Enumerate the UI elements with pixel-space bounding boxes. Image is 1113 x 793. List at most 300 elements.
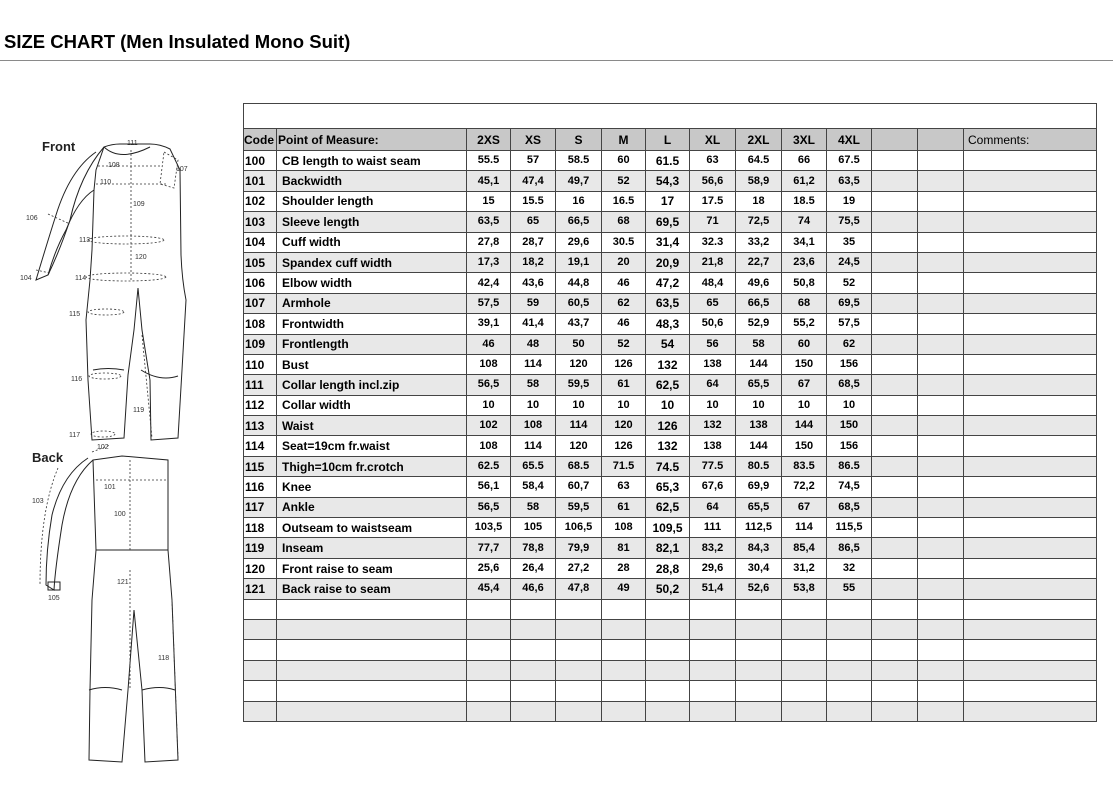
size-value-cell: 68,5 xyxy=(827,497,872,517)
empty-header-cell xyxy=(872,129,918,151)
svg-text:104: 104 xyxy=(20,275,32,282)
row-code: 121 xyxy=(244,579,277,599)
size-value-cell: 34,1 xyxy=(782,232,827,252)
size-value-cell: 82,1 xyxy=(646,538,690,558)
size-value-cell: 18.5 xyxy=(782,191,827,211)
empty-cell xyxy=(467,599,511,619)
title-divider xyxy=(0,60,1113,61)
empty-cell xyxy=(736,640,782,660)
empty-cell xyxy=(602,701,646,721)
empty-cell xyxy=(872,558,918,578)
size-value-cell: 144 xyxy=(782,416,827,436)
svg-text:102: 102 xyxy=(97,444,109,451)
size-value-cell: 83.5 xyxy=(782,456,827,476)
row-point-of-measure: Back raise to seam xyxy=(277,579,467,599)
size-value-cell: 58 xyxy=(511,497,556,517)
size-value-cell: 144 xyxy=(736,436,782,456)
svg-text:106: 106 xyxy=(26,215,38,222)
size-value-cell: 66,5 xyxy=(736,293,782,313)
size-header-xl: XL xyxy=(690,129,736,151)
size-value-cell: 44,8 xyxy=(556,273,602,293)
size-value-cell: 39,1 xyxy=(467,314,511,334)
table-top-band xyxy=(244,104,1097,129)
table-row xyxy=(244,252,1097,272)
row-code: 106 xyxy=(244,273,277,293)
row-point-of-measure: Collar width xyxy=(277,395,467,415)
empty-cell xyxy=(556,660,602,680)
empty-cell xyxy=(918,497,964,517)
size-value-cell: 43,6 xyxy=(511,273,556,293)
empty-cell xyxy=(646,701,690,721)
row-point-of-measure: Backwidth xyxy=(277,171,467,191)
size-value-cell: 77,7 xyxy=(467,538,511,558)
empty-cell xyxy=(918,558,964,578)
comment-cell xyxy=(964,375,1097,395)
empty-cell xyxy=(467,701,511,721)
size-value-cell: 56,5 xyxy=(467,497,511,517)
empty-cell xyxy=(736,619,782,639)
front-label: Front xyxy=(42,139,76,154)
empty-cell xyxy=(872,681,918,701)
comment-cell xyxy=(964,477,1097,497)
row-code: 104 xyxy=(244,232,277,252)
table-row xyxy=(244,212,1097,232)
size-value-cell: 16 xyxy=(556,191,602,211)
table-row xyxy=(244,558,1097,578)
row-code: 103 xyxy=(244,212,277,232)
size-value-cell: 68.5 xyxy=(556,456,602,476)
empty-cell xyxy=(872,171,918,191)
size-value-cell: 52 xyxy=(602,334,646,354)
empty-cell xyxy=(872,579,918,599)
size-header-m: M xyxy=(602,129,646,151)
size-value-cell: 156 xyxy=(827,436,872,456)
row-point-of-measure: Inseam xyxy=(277,538,467,558)
size-header-4xl: 4XL xyxy=(827,129,872,151)
row-code: 111 xyxy=(244,375,277,395)
size-value-cell: 105 xyxy=(511,518,556,538)
empty-cell xyxy=(918,314,964,334)
comment-cell xyxy=(964,538,1097,558)
empty-cell xyxy=(872,660,918,680)
row-point-of-measure: Waist xyxy=(277,416,467,436)
row-code: 118 xyxy=(244,518,277,538)
svg-text:120: 120 xyxy=(135,254,147,261)
size-value-cell: 138 xyxy=(690,354,736,374)
empty-cell xyxy=(736,599,782,619)
garment-measurement-diagram xyxy=(0,130,240,770)
row-point-of-measure: Cuff width xyxy=(277,232,467,252)
table-row xyxy=(244,191,1097,211)
size-value-cell: 19,1 xyxy=(556,252,602,272)
row-point-of-measure: Armhole xyxy=(277,293,467,313)
empty-cell xyxy=(277,619,467,639)
size-value-cell: 68 xyxy=(782,293,827,313)
row-code: 119 xyxy=(244,538,277,558)
row-code: 113 xyxy=(244,416,277,436)
comment-cell xyxy=(964,436,1097,456)
empty-cell xyxy=(964,681,1097,701)
size-value-cell: 75,5 xyxy=(827,212,872,232)
empty-cell xyxy=(918,273,964,293)
empty-cell xyxy=(918,619,964,639)
empty-cell xyxy=(782,681,827,701)
size-value-cell: 69,9 xyxy=(736,477,782,497)
empty-cell xyxy=(918,151,964,171)
size-value-cell: 43,7 xyxy=(556,314,602,334)
size-value-cell: 56,6 xyxy=(690,171,736,191)
size-value-cell: 60,7 xyxy=(556,477,602,497)
empty-cell xyxy=(556,640,602,660)
comments-header: Comments: xyxy=(964,129,1097,151)
empty-cell xyxy=(602,681,646,701)
empty-cell xyxy=(872,252,918,272)
size-value-cell: 46 xyxy=(467,334,511,354)
comment-cell xyxy=(964,497,1097,517)
size-chart-table xyxy=(243,103,1097,722)
row-code: 109 xyxy=(244,334,277,354)
size-value-cell: 42,4 xyxy=(467,273,511,293)
empty-cell xyxy=(602,619,646,639)
size-value-cell: 86,5 xyxy=(827,538,872,558)
size-value-cell: 67.5 xyxy=(827,151,872,171)
size-value-cell: 55.5 xyxy=(467,151,511,171)
size-value-cell: 114 xyxy=(511,354,556,374)
size-value-cell: 59,5 xyxy=(556,375,602,395)
empty-cell xyxy=(244,660,277,680)
row-point-of-measure: Outseam to waistseam xyxy=(277,518,467,538)
empty-cell xyxy=(511,701,556,721)
size-value-cell: 10 xyxy=(827,395,872,415)
size-value-cell: 54,3 xyxy=(646,171,690,191)
table-row-empty xyxy=(244,681,1097,701)
empty-cell xyxy=(872,497,918,517)
row-code: 108 xyxy=(244,314,277,334)
size-value-cell: 50,6 xyxy=(690,314,736,334)
row-point-of-measure: Seat=19cm fr.waist xyxy=(277,436,467,456)
size-value-cell: 17.5 xyxy=(690,191,736,211)
size-value-cell: 83,2 xyxy=(690,538,736,558)
back-measure-lines xyxy=(40,445,178,758)
empty-cell xyxy=(918,436,964,456)
row-code: 100 xyxy=(244,151,277,171)
size-value-cell: 64 xyxy=(690,497,736,517)
size-value-cell: 65 xyxy=(690,293,736,313)
empty-cell xyxy=(918,538,964,558)
size-value-cell: 114 xyxy=(511,436,556,456)
size-value-cell: 64 xyxy=(690,375,736,395)
comment-cell xyxy=(964,518,1097,538)
table-row xyxy=(244,273,1097,293)
size-value-cell: 120 xyxy=(556,354,602,374)
empty-cell xyxy=(872,212,918,232)
size-value-cell: 10 xyxy=(782,395,827,415)
empty-cell xyxy=(736,701,782,721)
size-value-cell: 45,4 xyxy=(467,579,511,599)
table-row xyxy=(244,151,1097,171)
size-value-cell: 62,5 xyxy=(646,497,690,517)
size-value-cell: 85,4 xyxy=(782,538,827,558)
svg-text:103: 103 xyxy=(32,498,44,505)
size-value-cell: 17 xyxy=(646,191,690,211)
size-value-cell: 10 xyxy=(556,395,602,415)
row-code: 112 xyxy=(244,395,277,415)
size-header-3xl: 3XL xyxy=(782,129,827,151)
size-value-cell: 79,9 xyxy=(556,538,602,558)
size-value-cell: 61.5 xyxy=(646,151,690,171)
row-code: 116 xyxy=(244,477,277,497)
size-value-cell: 65,3 xyxy=(646,477,690,497)
empty-cell xyxy=(827,599,872,619)
empty-cell xyxy=(872,640,918,660)
empty-cell xyxy=(872,293,918,313)
table-header-row xyxy=(244,129,1097,151)
size-value-cell: 126 xyxy=(602,354,646,374)
size-value-cell: 26,4 xyxy=(511,558,556,578)
table-row xyxy=(244,436,1097,456)
row-code: 110 xyxy=(244,354,277,374)
size-header-2xl: 2XL xyxy=(736,129,782,151)
empty-cell xyxy=(827,681,872,701)
size-value-cell: 64.5 xyxy=(736,151,782,171)
size-value-cell: 62,5 xyxy=(646,375,690,395)
size-value-cell: 58 xyxy=(736,334,782,354)
size-value-cell: 55,2 xyxy=(782,314,827,334)
row-code: 117 xyxy=(244,497,277,517)
size-value-cell: 150 xyxy=(827,416,872,436)
svg-text:115: 115 xyxy=(69,311,81,318)
svg-text:101: 101 xyxy=(104,484,116,491)
comment-cell xyxy=(964,252,1097,272)
table-top-band-cell xyxy=(244,104,1097,129)
size-value-cell: 10 xyxy=(736,395,782,415)
svg-text:109: 109 xyxy=(133,201,145,208)
size-value-cell: 67 xyxy=(782,375,827,395)
size-value-cell: 108 xyxy=(511,416,556,436)
table-row xyxy=(244,477,1097,497)
empty-cell xyxy=(556,701,602,721)
size-value-cell: 48,4 xyxy=(690,273,736,293)
empty-cell xyxy=(872,354,918,374)
empty-cell xyxy=(244,640,277,660)
size-value-cell: 77.5 xyxy=(690,456,736,476)
size-value-cell: 46 xyxy=(602,314,646,334)
size-value-cell: 106,5 xyxy=(556,518,602,538)
size-value-cell: 49 xyxy=(602,579,646,599)
size-value-cell: 102 xyxy=(467,416,511,436)
empty-cell xyxy=(872,518,918,538)
size-value-cell: 103,5 xyxy=(467,518,511,538)
empty-cell xyxy=(827,701,872,721)
size-value-cell: 68,5 xyxy=(827,375,872,395)
empty-cell xyxy=(511,599,556,619)
size-value-cell: 54 xyxy=(646,334,690,354)
size-value-cell: 58.5 xyxy=(556,151,602,171)
size-value-cell: 126 xyxy=(646,416,690,436)
comment-cell xyxy=(964,579,1097,599)
comment-cell xyxy=(964,456,1097,476)
size-value-cell: 21,8 xyxy=(690,252,736,272)
comment-cell xyxy=(964,314,1097,334)
empty-cell xyxy=(646,660,690,680)
size-value-cell: 60 xyxy=(782,334,827,354)
table-row xyxy=(244,293,1097,313)
row-code: 120 xyxy=(244,558,277,578)
size-value-cell: 10 xyxy=(690,395,736,415)
svg-text:118: 118 xyxy=(158,655,170,662)
size-value-cell: 58 xyxy=(511,375,556,395)
svg-text:116: 116 xyxy=(71,376,83,383)
size-value-cell: 71 xyxy=(690,212,736,232)
size-value-cell: 108 xyxy=(467,354,511,374)
size-value-cell: 17,3 xyxy=(467,252,511,272)
table-row-empty xyxy=(244,660,1097,680)
size-value-cell: 48,3 xyxy=(646,314,690,334)
size-value-cell: 61 xyxy=(602,497,646,517)
empty-cell xyxy=(511,660,556,680)
size-value-cell: 31,4 xyxy=(646,232,690,252)
comment-cell xyxy=(964,558,1097,578)
svg-text:107: 107 xyxy=(176,166,188,173)
point-of-measure-header: Point of Measure: xyxy=(277,129,467,151)
size-value-cell: 31,2 xyxy=(782,558,827,578)
size-value-cell: 74,5 xyxy=(827,477,872,497)
empty-cell xyxy=(918,456,964,476)
size-value-cell: 58,4 xyxy=(511,477,556,497)
empty-cell xyxy=(872,232,918,252)
table-row xyxy=(244,334,1097,354)
size-value-cell: 29,6 xyxy=(690,558,736,578)
size-value-cell: 47,2 xyxy=(646,273,690,293)
size-value-cell: 72,2 xyxy=(782,477,827,497)
size-value-cell: 63 xyxy=(602,477,646,497)
size-value-cell: 50,2 xyxy=(646,579,690,599)
size-value-cell: 150 xyxy=(782,436,827,456)
size-value-cell: 55 xyxy=(827,579,872,599)
page-title: SIZE CHART (Men Insulated Mono Suit) xyxy=(4,31,351,52)
size-value-cell: 10 xyxy=(467,395,511,415)
empty-cell xyxy=(782,619,827,639)
code-header: Code xyxy=(244,129,277,151)
empty-cell xyxy=(918,518,964,538)
size-value-cell: 114 xyxy=(556,416,602,436)
size-value-cell: 56 xyxy=(690,334,736,354)
size-value-cell: 67 xyxy=(782,497,827,517)
svg-text:108: 108 xyxy=(108,162,120,169)
size-value-cell: 81 xyxy=(602,538,646,558)
row-point-of-measure: Frontwidth xyxy=(277,314,467,334)
svg-text:105: 105 xyxy=(48,595,60,602)
size-value-cell: 144 xyxy=(736,354,782,374)
size-value-cell: 19 xyxy=(827,191,872,211)
size-value-cell: 27,2 xyxy=(556,558,602,578)
empty-cell xyxy=(918,191,964,211)
row-point-of-measure: Elbow width xyxy=(277,273,467,293)
table-row xyxy=(244,538,1097,558)
comment-cell xyxy=(964,416,1097,436)
row-point-of-measure: CB length to waist seam xyxy=(277,151,467,171)
comment-cell xyxy=(964,212,1097,232)
empty-cell xyxy=(918,681,964,701)
row-point-of-measure: Collar length incl.zip xyxy=(277,375,467,395)
size-value-cell: 61,2 xyxy=(782,171,827,191)
size-value-cell: 132 xyxy=(646,436,690,456)
size-header-l: L xyxy=(646,129,690,151)
size-value-cell: 69,5 xyxy=(827,293,872,313)
comment-cell xyxy=(964,191,1097,211)
comment-cell xyxy=(964,293,1097,313)
size-value-cell: 52 xyxy=(827,273,872,293)
empty-cell xyxy=(918,477,964,497)
size-value-cell: 84,3 xyxy=(736,538,782,558)
size-value-cell: 51,4 xyxy=(690,579,736,599)
size-value-cell: 138 xyxy=(690,436,736,456)
front-view xyxy=(36,144,186,440)
size-value-cell: 78,8 xyxy=(511,538,556,558)
empty-cell xyxy=(872,416,918,436)
size-value-cell: 126 xyxy=(602,436,646,456)
svg-text:117: 117 xyxy=(69,432,81,439)
size-value-cell: 156 xyxy=(827,354,872,374)
empty-cell xyxy=(690,619,736,639)
size-value-cell: 65,5 xyxy=(736,497,782,517)
svg-text:113: 113 xyxy=(79,237,91,244)
empty-cell xyxy=(690,681,736,701)
svg-text:110: 110 xyxy=(100,179,112,186)
empty-cell xyxy=(736,660,782,680)
size-value-cell: 57 xyxy=(511,151,556,171)
size-value-cell: 60,5 xyxy=(556,293,602,313)
empty-cell xyxy=(918,599,964,619)
size-value-cell: 72,5 xyxy=(736,212,782,232)
size-value-cell: 57,5 xyxy=(827,314,872,334)
row-point-of-measure: Front raise to seam xyxy=(277,558,467,578)
table-row xyxy=(244,171,1097,191)
size-value-cell: 53,8 xyxy=(782,579,827,599)
empty-cell xyxy=(467,681,511,701)
empty-cell xyxy=(782,701,827,721)
table-row-empty xyxy=(244,640,1097,660)
size-value-cell: 10 xyxy=(602,395,646,415)
svg-text:119: 119 xyxy=(133,407,145,414)
empty-cell xyxy=(646,640,690,660)
size-value-cell: 61 xyxy=(602,375,646,395)
empty-cell xyxy=(244,681,277,701)
empty-cell xyxy=(872,191,918,211)
size-value-cell: 20,9 xyxy=(646,252,690,272)
row-point-of-measure: Shoulder length xyxy=(277,191,467,211)
empty-cell xyxy=(964,660,1097,680)
size-value-cell: 114 xyxy=(782,518,827,538)
empty-cell xyxy=(918,416,964,436)
size-header-s: S xyxy=(556,129,602,151)
size-value-cell: 120 xyxy=(556,436,602,456)
size-value-cell: 30.5 xyxy=(602,232,646,252)
size-value-cell: 56,5 xyxy=(467,375,511,395)
empty-cell xyxy=(918,701,964,721)
empty-cell xyxy=(782,599,827,619)
row-point-of-measure: Knee xyxy=(277,477,467,497)
empty-cell xyxy=(277,681,467,701)
empty-cell xyxy=(690,701,736,721)
comment-cell xyxy=(964,151,1097,171)
size-value-cell: 66,5 xyxy=(556,212,602,232)
empty-cell xyxy=(872,273,918,293)
svg-text:100: 100 xyxy=(114,511,126,518)
size-header-2xs: 2XS xyxy=(467,129,511,151)
table-row xyxy=(244,456,1097,476)
row-point-of-measure: Ankle xyxy=(277,497,467,517)
